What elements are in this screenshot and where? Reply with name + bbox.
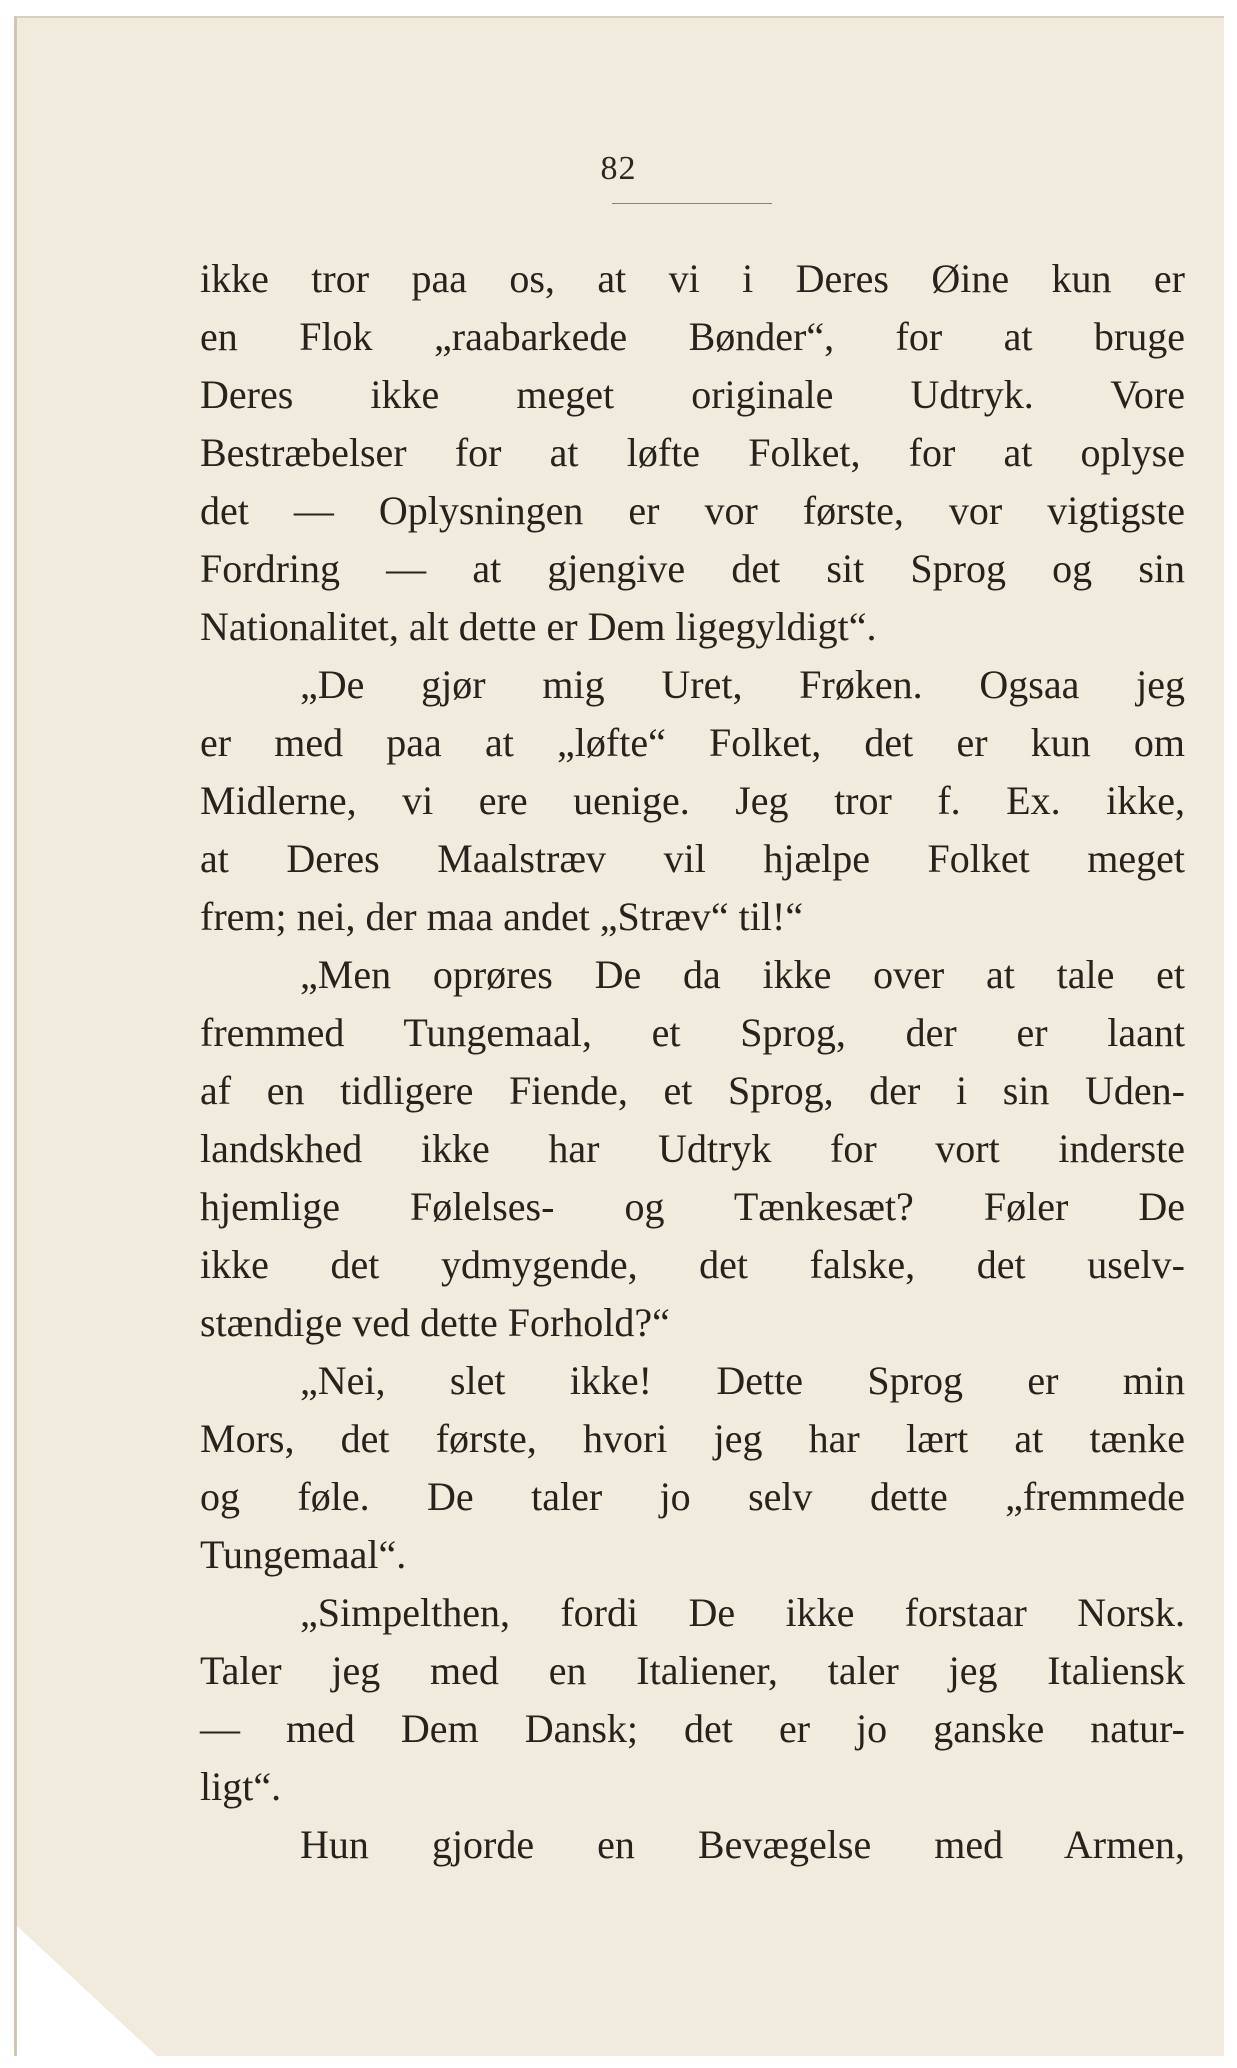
text-line: og føle. De taler jo selv dette „fremmede: [200, 1474, 1185, 1519]
text-line: ikke det ydmygende, det falske, det uselv-: [200, 1242, 1185, 1287]
text-line: frem; nei, der maa andet „Stræv“ til!“: [200, 894, 804, 939]
text-line: Hun gjorde en Bevægelse med Armen,: [300, 1822, 1185, 1867]
text-line: Tungemaal“.: [200, 1532, 407, 1577]
text-line: Nationalitet, alt dette er Dem ligegyldigt“.: [200, 604, 877, 649]
text-line: en Flok „raabarkede Bønder“, for at bruge: [200, 314, 1185, 359]
text-line: „De gjør mig Uret, Frøken. Ogsaa jeg: [300, 662, 1185, 707]
text-line: det — Oplysningen er vor første, vor vigtigste: [200, 488, 1185, 533]
page-number: 82: [600, 150, 637, 187]
header-rule: [612, 203, 772, 204]
body-text: [200, 250, 1185, 1874]
text-line: ligt“.: [200, 1764, 282, 1809]
text-line: Bestræbelser for at løfte Folket, for at oplyse: [200, 430, 1185, 475]
text-line: landskhed ikke har Udtryk for vort inderste: [200, 1126, 1185, 1171]
text-line: hjemlige Følelses- og Tænkesæt? Føler De: [200, 1184, 1185, 1229]
text-line: af en tidligere Fiende, et Sprog, der i sin Uden-: [200, 1068, 1185, 1113]
text-line: — med Dem Dansk; det er jo ganske natur-: [200, 1706, 1185, 1751]
text-line: „Men oprøres De da ikke over at tale et: [300, 952, 1185, 997]
text-line: Mors, det første, hvori jeg har lært at tænke: [200, 1416, 1185, 1461]
text-line: Deres ikke meget originale Udtryk. Vore: [200, 372, 1185, 417]
text-line: Fordring — at gjengive det sit Sprog og sin: [200, 546, 1185, 591]
text-line: er med paa at „løfte“ Folket, det er kun om: [200, 720, 1185, 765]
text-line: stændige ved dette Forhold?“: [200, 1300, 670, 1345]
text-line: ikke tror paa os, at vi i Deres Øine kun er: [200, 256, 1185, 301]
text-line: „Simpelthen, fordi De ikke forstaar Norsk.: [300, 1590, 1185, 1635]
torn-corner: [17, 1926, 157, 2056]
text-line: „Nei, slet ikke! Dette Sprog er min: [300, 1358, 1185, 1403]
text-line: at Deres Maalstræv vil hjælpe Folket meget: [200, 836, 1185, 881]
text-line: Taler jeg med en Italiener, taler jeg Italiensk: [200, 1648, 1185, 1693]
text-line: fremmed Tungemaal, et Sprog, der er laant: [200, 1010, 1185, 1055]
text-line: Midlerne, vi ere uenige. Jeg tror f. Ex. ikke,: [200, 778, 1185, 823]
